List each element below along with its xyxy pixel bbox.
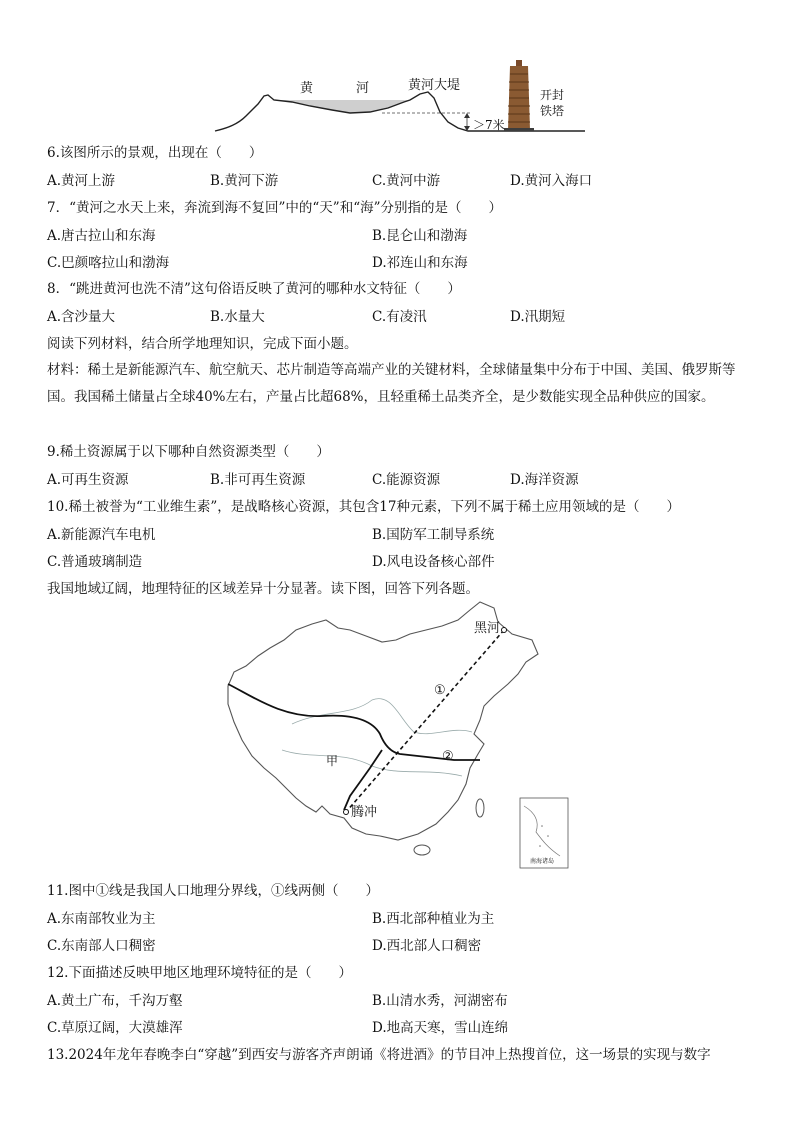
label-river-huang: 黄 (300, 81, 314, 96)
q11-option-d[interactable]: D.西北部人口稠密 (372, 938, 482, 954)
q12-option-d[interactable]: D.地高天寒，雪山连绵 (372, 1020, 509, 1036)
heihe-tengchong-line-1 (346, 630, 504, 812)
q11-option-a[interactable]: A.东南部牧业为主 (47, 911, 156, 927)
map-label-tengchong: 腾冲 (351, 805, 378, 820)
label-height: ＞7米 (473, 118, 505, 132)
q10-option-a[interactable]: A.新能源汽车电机 (47, 527, 156, 543)
label-tower-line2: 铁塔 (540, 104, 565, 118)
map-inset-label: 南海诸岛 (530, 858, 555, 865)
map-label-line1: ① (434, 683, 446, 698)
q9-option-a[interactable]: A.可再生资源 (47, 472, 129, 488)
label-tower-line1: 开封 (540, 88, 565, 102)
question-12-stem: 12.下面描述反映甲地区地理环境特征的是（ ） (47, 965, 352, 981)
q12-option-a[interactable]: A.黄土广布，千沟万壑 (47, 993, 183, 1009)
kaifeng-iron-pagoda (504, 60, 534, 131)
q7-option-c[interactable]: C.巴颜喀拉山和渤海 (47, 255, 170, 271)
q8-option-a[interactable]: A.含沙量大 (47, 309, 116, 325)
q7-option-b[interactable]: B.昆仑山和渤海 (372, 228, 468, 244)
q9-option-d[interactable]: D.海洋资源 (510, 472, 579, 488)
boundary-line-2-south (344, 750, 382, 810)
question-6-stem: 6.该图所示的景观，出现在（ ） (47, 145, 263, 161)
hainan-island (414, 845, 430, 855)
label-river-he: 河 (356, 81, 370, 96)
question-8-stem: 8．“跳进黄河也洗不清”这句俗语反映了黄河的哪种水文特征（ ） (47, 281, 461, 297)
q12-option-c[interactable]: C.草原辽阔，大漠雄浑 (47, 1020, 183, 1036)
question-7-stem: 7．“黄河之水天上来，奔流到海不复回”中的“天”和“海”分别指的是（ ） (47, 200, 502, 216)
q11-option-b[interactable]: B.西北部种植业为主 (372, 911, 495, 927)
question-10-stem: 10.稀土被誉为“工业维生素”，是战略核心资源，其包含17种元素，下列不属于稀土应用领域的是（ ） (47, 499, 680, 515)
q11-option-c[interactable]: C.东南部人口稠密 (47, 938, 156, 954)
inset-island-dots-2 (547, 835, 549, 837)
taiwan-island (476, 799, 484, 817)
china-map-figure (222, 600, 572, 872)
label-embankment: 黄河大堤 (408, 78, 461, 93)
q6-option-c[interactable]: C.黄河中游 (372, 173, 441, 189)
map-label-jia: 甲 (326, 754, 339, 768)
q8-option-c[interactable]: C.有凌汛 (372, 309, 427, 325)
question-9-stem: 9.稀土资源属于以下哪种自然资源类型（ ） (47, 444, 330, 460)
q9-option-c[interactable]: C.能源资源 (372, 472, 441, 488)
q7-option-d[interactable]: D.祁连山和东海 (372, 255, 468, 271)
intro-9-10: 阅读下列材料，结合所学地理知识，完成下面小题。 (47, 336, 358, 352)
q8-option-b[interactable]: B.水量大 (210, 309, 265, 325)
inset-island-dots (541, 825, 543, 827)
intro-11-12: 我国地域辽阔，地理特征的区域差异十分显著。读下图，回答下列各题。 (47, 581, 479, 597)
q10-option-d[interactable]: D.风电设备核心部件 (372, 554, 495, 570)
q10-option-c[interactable]: C.普通玻璃制造 (47, 554, 143, 570)
q7-option-a[interactable]: A.唐古拉山和东海 (47, 228, 156, 244)
arrow-head-top (464, 113, 470, 118)
yellow-river-cross-section-figure (210, 50, 590, 136)
q10-option-b[interactable]: B.国防军工制导系统 (372, 527, 495, 543)
yangtze-river-line (282, 750, 462, 776)
question-13-stem: 13.2024年龙年春晚李白“穿越”到西安与游客齐声朗诵《将进酒》的节目冲上热搜首位，这一场景的实现与数字 (47, 1047, 711, 1063)
heihe-point (502, 628, 507, 633)
map-label-line2: ② (442, 749, 454, 764)
q6-option-d[interactable]: D.黄河入海口 (510, 173, 593, 189)
q12-option-b[interactable]: B.山清水秀，河湖密布 (372, 993, 508, 1009)
q9-option-b[interactable]: B.非可再生资源 (210, 472, 306, 488)
inset-island-dots-3 (539, 845, 541, 847)
q6-option-a[interactable]: A.黄河上游 (47, 173, 116, 189)
tengchong-point (344, 810, 349, 815)
map-label-heihe: 黑河 (474, 621, 501, 636)
question-11-stem: 11.图中①线是我国人口地理分界线，①线两侧（ ） (47, 883, 379, 899)
material-paragraph: 材料：稀土是新能源汽车、航空航天、芯片制造等高端产业的关键材料，全球储量集中分布于中国、美国、俄罗斯等国。我国稀土储量占全球40%左右，产量占比超68%，且轻重稀土品类齐全，是少数能实现全品种供应的国家。 (47, 362, 736, 405)
q8-option-d[interactable]: D.汛期短 (510, 309, 566, 325)
q6-option-b[interactable]: B.黄河下游 (210, 173, 279, 189)
